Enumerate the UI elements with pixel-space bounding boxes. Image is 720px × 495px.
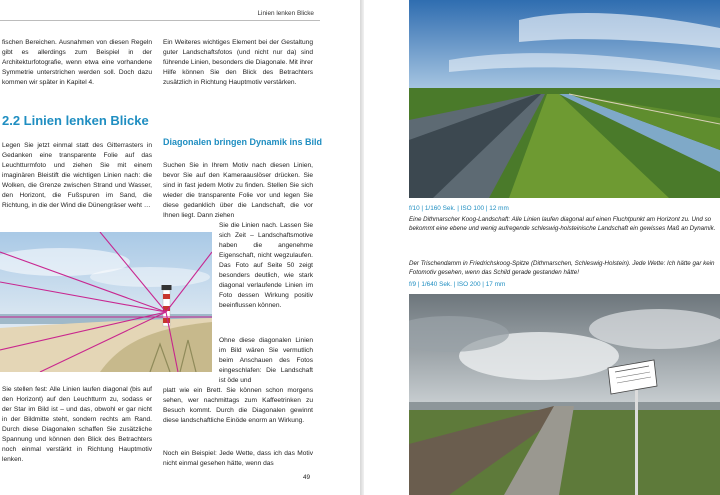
page-number: 49 xyxy=(303,474,311,481)
lighthouse-photo xyxy=(0,232,212,372)
section-heading: 2.2 Linien lenken Blicke xyxy=(2,113,149,128)
right-col-paragraph-1-wrap: Sie die Linien nach. Lassen Sie sich Zeit – Landschaftsmotive haben die angenehme Eigenschaft, nicht wegzulaufen. Das Foto auf Seite 50 zeigt besonders deutlich, wie stark diagonal verlaufende Linien im Foto dessen Wirkung positiv beeinflussen können. xyxy=(219,222,313,310)
trischendamm-photo xyxy=(409,294,720,495)
right-col-paragraph-3: Noch ein Beispiel: Jede Wette, dass ich das Motiv nicht einmal gesehen hätte, wenn das xyxy=(163,450,313,468)
subsection-heading: Diagonalen bringen Dynamik ins Bild xyxy=(163,137,323,147)
left-col-bottom-text: Sie stellen fest: Alle Linien laufen diagonal (bis auf den Horizont) auf den Leuchtturm zu, sodass er der Star im Bild ist – und das, obwohl er gar nicht in der Bildmitte steht, sondern rechts am Rand. Durch diese Diagonalen schaffen Sie zusätzliche Spannung und können den Blick des Betrachters noch einmal verstärkt in Richtung Hauptmotiv lenken. xyxy=(2,386,152,464)
koog-landscape-photo xyxy=(409,0,720,198)
photo1-caption: Eine Dithmarscher Koog-Landschaft: Alle Linien laufen diagonal auf einen Fluchtpunkt am Horizont zu. Und so bekommt eine ebene und wenig aufregende schleswig-holsteinische Landschaft ein gewisses Maß an Dynamik. xyxy=(409,216,716,232)
photo2-caption: Der Trischendamm in Friedrichskoog-Spitze (Dithmarschen, Schleswig-Holstein). Jede Wette: Ich hätte gar kein Fotomotiv gesehen, wenn das Schild gerade gestanden hätte! xyxy=(409,260,715,276)
running-head: Linien lenken Blicke xyxy=(257,10,314,17)
right-col-paragraph-2: platt wie ein Brett. Sie können schon morgens sehen, wer nachmittags zum Kaffeetrinken zu Besuch kommt. Durch die Diagonalen gewinnt diese landschaftliche Einöde enorm an Wirkung. xyxy=(163,387,313,425)
header-rule xyxy=(0,20,320,21)
right-col-paragraph-1: Suchen Sie in Ihrem Motiv nach diesen Linien, bevor Sie auf den Kameraauslöser drücken. Sie sind in fast jedem Motiv zu finden. Stellen Sie sich wieder die transparente Folie vor und legen Sie diese gedanklich über die Landschaft, die vor Ihnen liegt. Dann ziehen xyxy=(163,162,313,220)
right-col-top-text: Ein Weiteres wichtiges Element bei der Gestaltung guter Landschaftsfotos (und nicht nur da) sind führende Linien, besonders die Diagonale. Mit ihrer Hilfe können Sie den Blick des Betrachters zusätzlich in Richtung Hauptmotiv verstärken. xyxy=(163,39,313,87)
right-page xyxy=(364,0,720,495)
photo1-exif: f/10 | 1/160 Sek. | ISO 100 | 12 mm xyxy=(409,205,509,212)
photo2-exif: f/9 | 1/640 Sek. | ISO 200 | 17 mm xyxy=(409,281,506,288)
right-col-paragraph-2-wrap: Ohne diese diagonalen Linien im Bild wären Sie vermutlich beim Anschauen des Fotos eingeschlafen: Die Landschaft ist öde und xyxy=(219,337,313,385)
left-col-intro-text: Legen Sie jetzt einmal statt des Gitterrasters in Gedanken eine transparente Folie auf das Leuchtturmfoto und ziehen Sie mit einem imaginären Bleistift die wichtigen Linien nach: die Wolken, die Grenze zwischen Strand und Wasser, den Horizont, die Fußspuren im Sand, die Richtung, in die der Wind die Dünengräser weht … xyxy=(2,142,152,210)
left-col-top-text: fischen Bereichen. Ausnahmen von diesen Regeln gibt es allerdings zum Beispiel in der Architekturfotografie, wenn etwa eine vorhandene Symmetrie unterstrichen werden soll. Doch dazu kommen wir später in Kapitel 4. xyxy=(2,39,152,87)
